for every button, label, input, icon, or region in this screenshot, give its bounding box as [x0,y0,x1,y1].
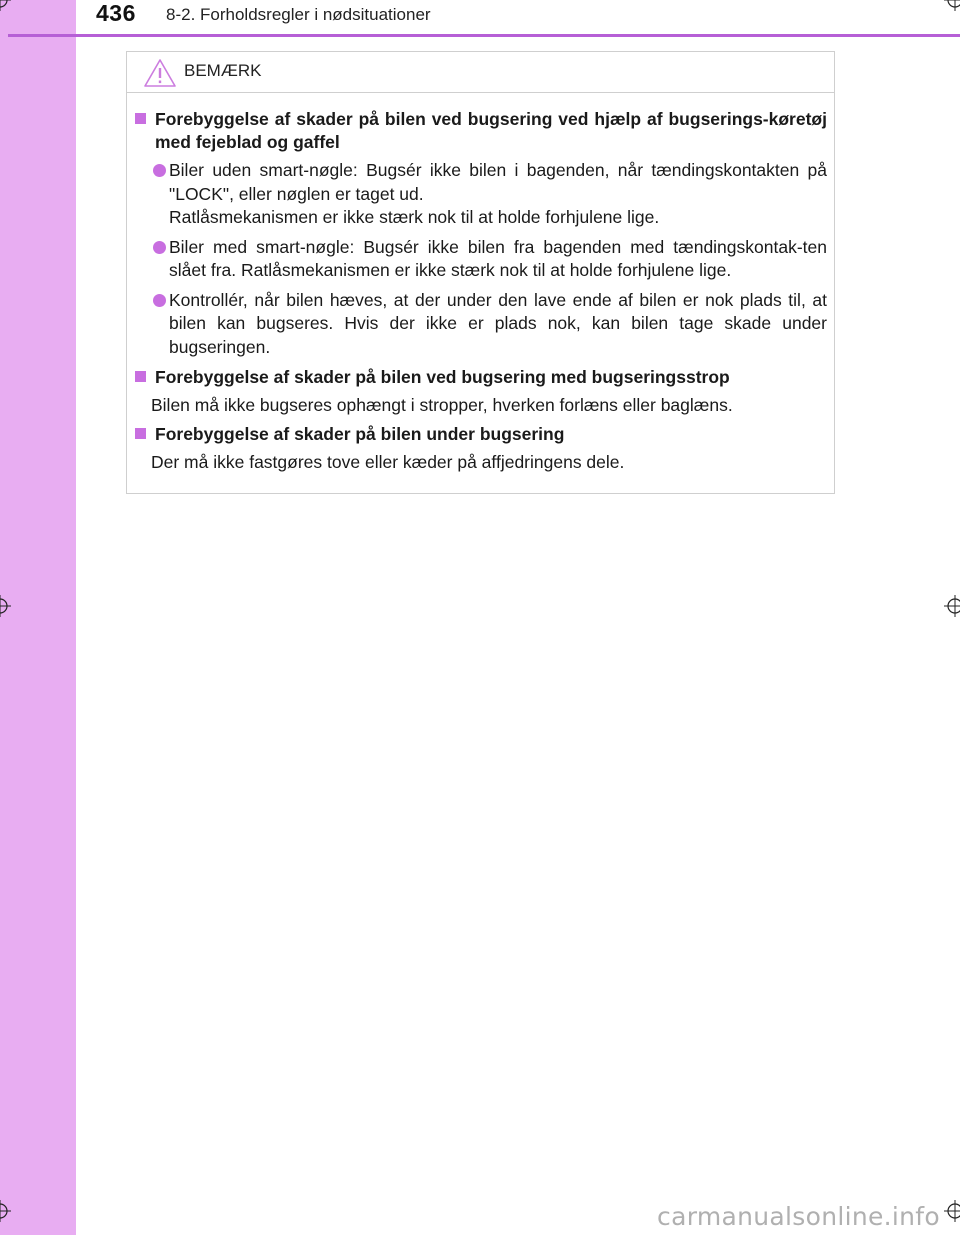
section-text: Der må ikke fastgøres tove eller kæder på affjedringens dele. [151,452,625,472]
sidebar-tab [0,0,76,1235]
section-heading-text: Forebyggelse af skader på bilen ved bugsering ved hjælp af bugserings-køretøj med fejeblad og gaffel [155,109,827,152]
registration-mark-icon [0,0,11,11]
page-number: 436 [96,0,136,26]
notice-header [127,52,834,93]
circle-bullet-icon [153,294,166,307]
registration-mark-icon [0,1200,11,1222]
registration-mark-icon [0,595,11,617]
list-item-text: Biler med smart-nøgle: Bugsér ikke bilen fra bagenden med tændingskontak-ten slået fra. Ratlåsmekanismen er ikke stærk nok til at holde forhjulene lige. [169,236,827,280]
section-heading [131,108,827,154]
section-heading [131,366,827,389]
registration-mark-icon [944,0,960,11]
square-bullet-icon [135,371,146,382]
section-heading-text: Forebyggelse af skader på bilen under bugsering [155,424,565,444]
section-title: 8-2. Forholdsregler i nødsituationer [166,5,431,24]
registration-mark-icon [944,595,960,617]
header-rule-left [8,34,76,37]
section-heading-text: Forebyggelse af skader på bilen ved bugsering med bugseringsstrop [155,367,730,387]
list-item-text: Biler uden smart-nøgle: Bugsér ikke bilen i bagenden, når tændingskontakten på "LOCK", eller nøglen er taget ud. [169,160,827,204]
notice-title: BEMÆRK [184,61,262,80]
watermark: carmanualsonline.info [657,1202,940,1231]
list-item [127,236,827,283]
list-item [127,159,827,230]
header-rule [76,34,960,37]
square-bullet-icon [135,113,146,124]
registration-mark-icon [944,1200,960,1222]
warning-icon [143,58,177,88]
list-item-text: Kontrollér, når bilen hæves, at der under den lave ende af bilen er nok plads til, at bilen kan bugseres. Hvis der ikke er plads nok, kan bilen tage skade under bugseringen. [169,289,827,357]
list-item-text-line2: Ratlåsmekanismen er ikke stærk nok til at holde forhjulene lige. [169,207,660,227]
circle-bullet-icon [153,164,166,177]
section-text: Bilen må ikke bugseres ophængt i stropper, hverken forlæns eller baglæns. [151,395,733,415]
notice-body [127,93,834,474]
circle-bullet-icon [153,241,166,254]
list-item [127,289,827,360]
notice-box [126,51,835,494]
square-bullet-icon [135,428,146,439]
section-heading [131,423,827,446]
